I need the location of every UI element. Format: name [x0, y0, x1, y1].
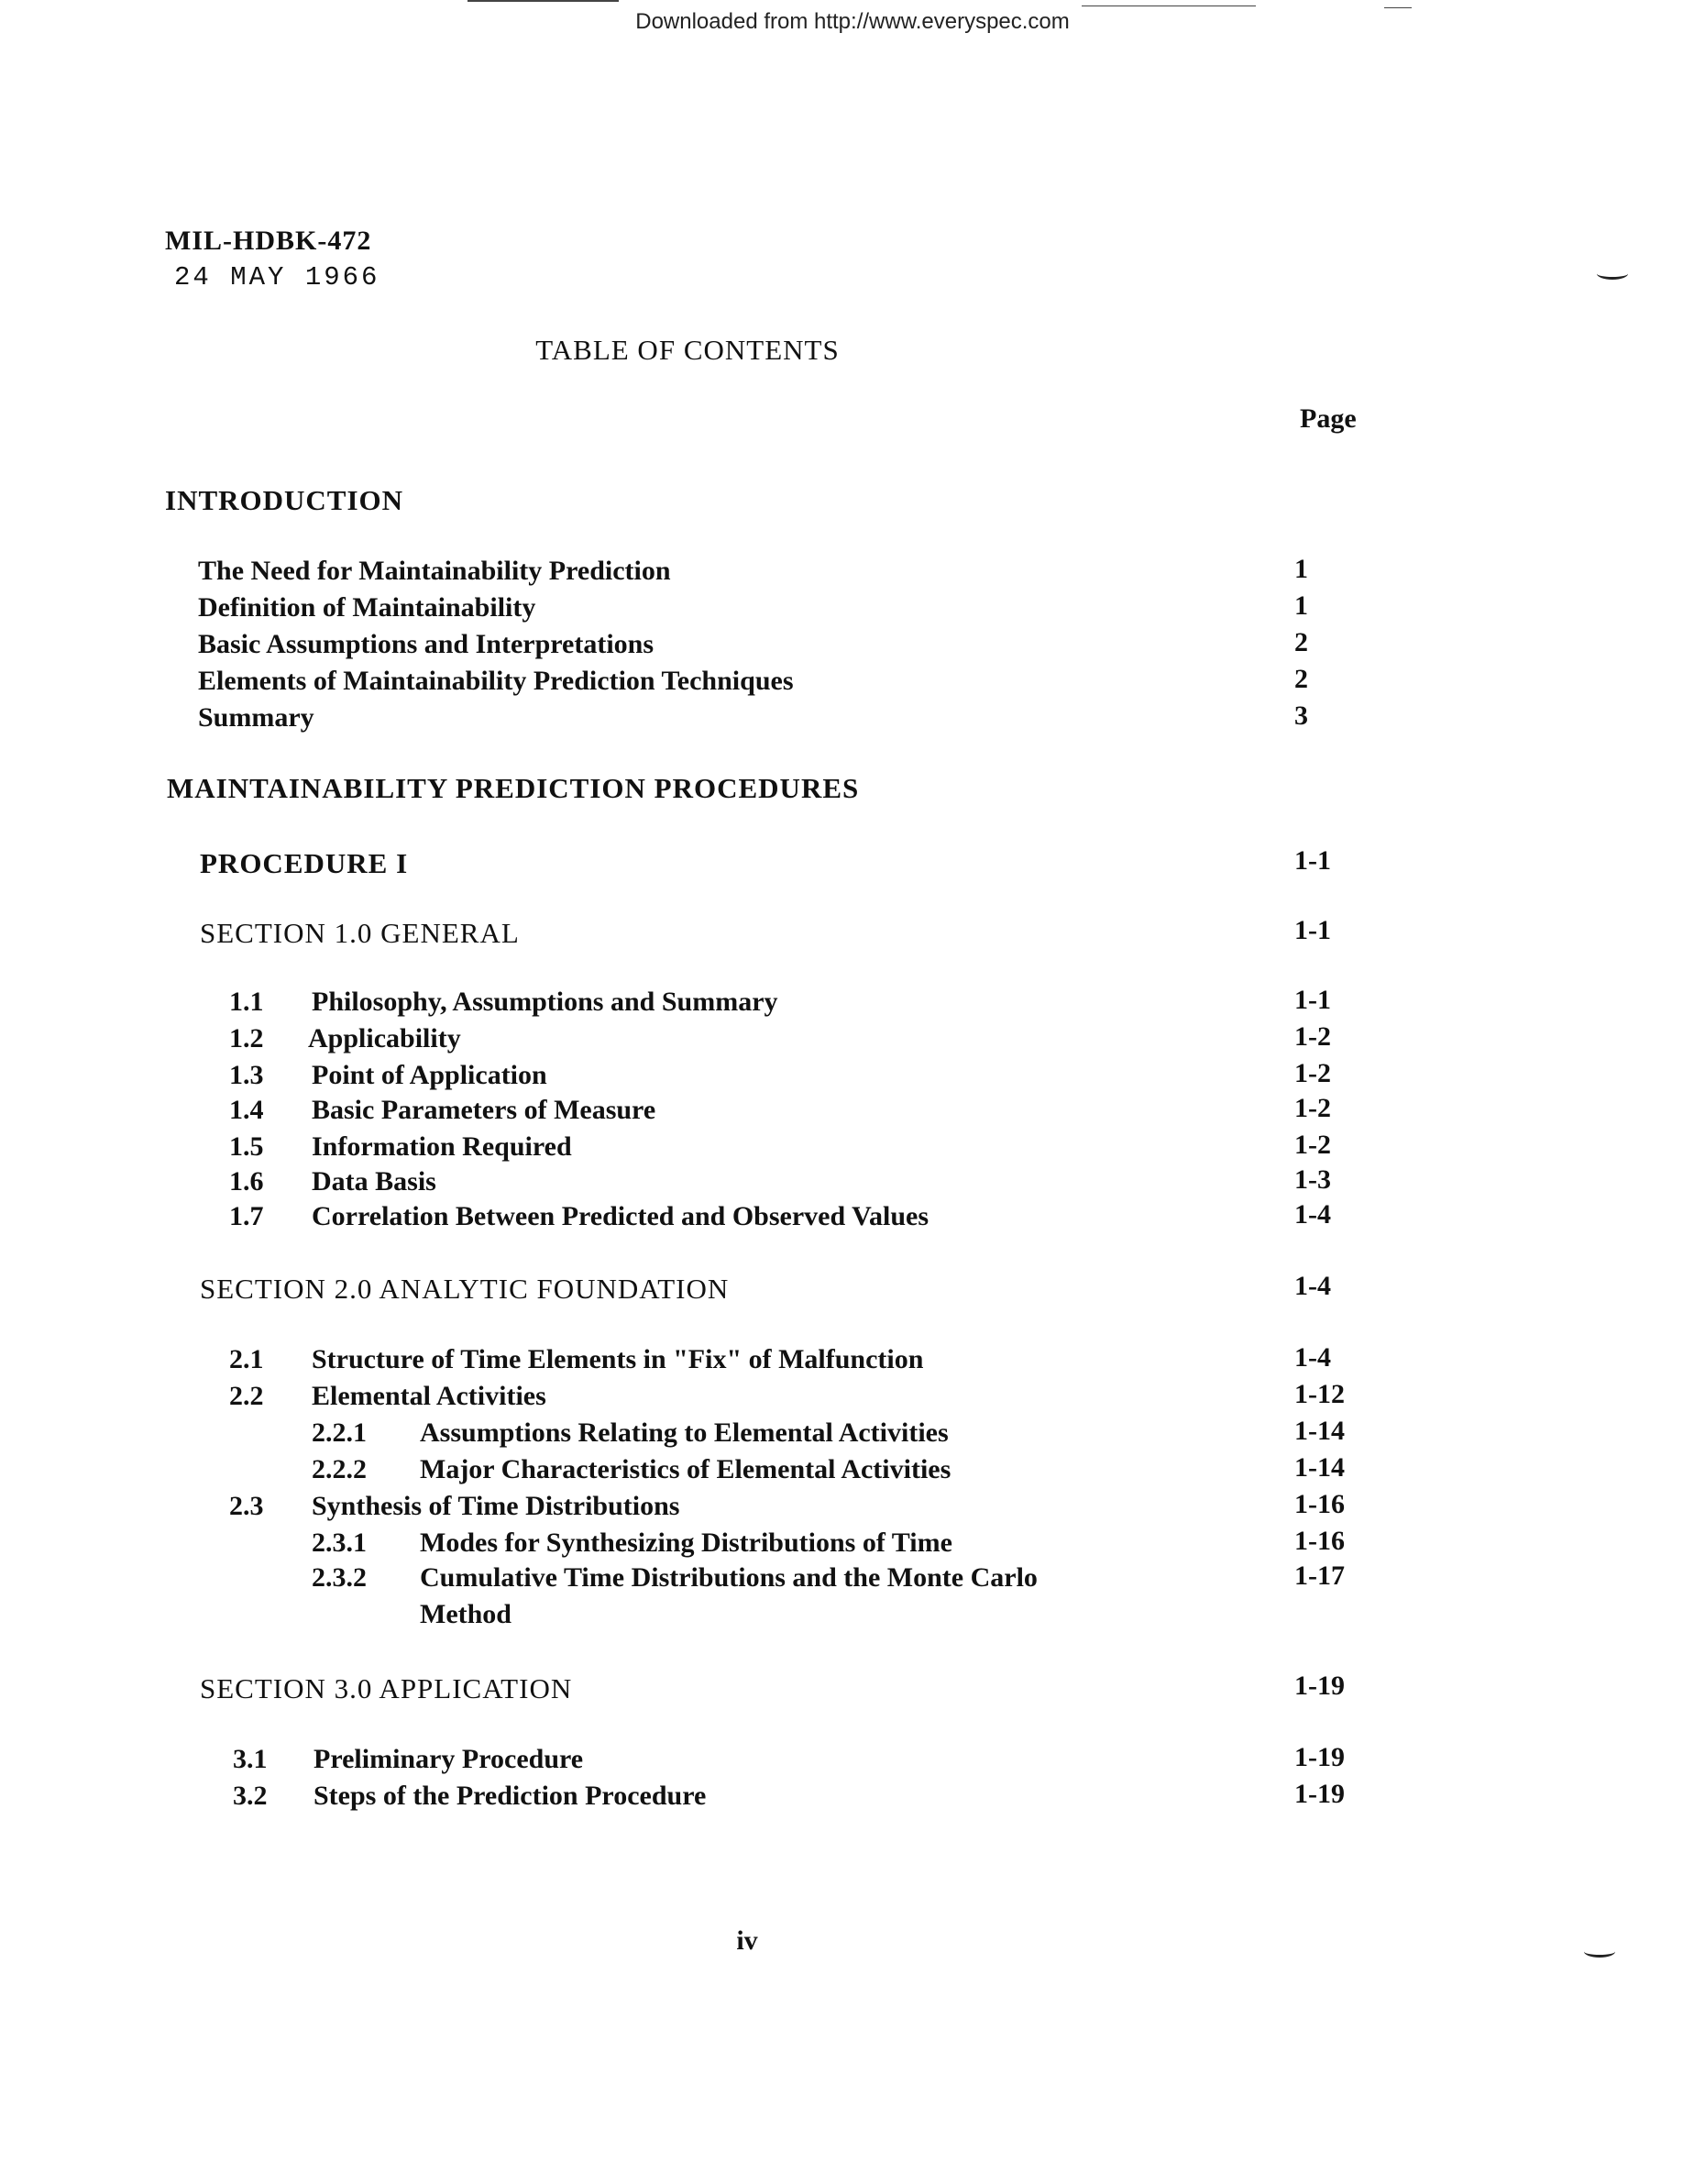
toc-entry-page: 2: [1294, 664, 1308, 694]
toc-entry-page: 1-16: [1294, 1489, 1345, 1519]
toc-entry-page: 2: [1294, 627, 1308, 657]
toc-entry-page: 1-14: [1294, 1416, 1345, 1446]
toc-entry-page: 1-3: [1294, 1164, 1331, 1195]
toc-entry-number: 2.3: [229, 1491, 264, 1521]
toc-entry-number: 1.5: [229, 1131, 264, 1162]
toc-entry-number: 1.7: [229, 1201, 264, 1231]
toc-entry-page: 1: [1294, 590, 1308, 621]
section-1-page: 1-1: [1294, 915, 1331, 945]
toc-entry-title: Philosophy, Assumptions and Summary: [312, 987, 778, 1017]
document-date: 24 MAY 1966: [174, 262, 380, 292]
document-id: MIL-HDBK-472: [165, 226, 372, 256]
section-2-title: SECTION 2.0 ANALYTIC FOUNDATION: [200, 1273, 730, 1305]
toc-entry-page: 1-16: [1294, 1526, 1345, 1556]
toc-entry-title: Elemental Activities: [312, 1381, 546, 1411]
toc-entry-page: 1-2: [1294, 1093, 1331, 1123]
toc-entry-title: Cumulative Time Distributions and the Monte Carlo: [420, 1562, 1038, 1593]
toc-entry-title: Modes for Synthesizing Distributions of Time: [420, 1528, 952, 1558]
toc-entry-title: Steps of the Prediction Procedure: [314, 1781, 707, 1811]
toc-entry-title: Correlation Between Predicted and Observed Values: [312, 1201, 930, 1231]
toc-entry-title: Structure of Time Elements in "Fix" of Malfunction: [312, 1344, 924, 1374]
toc-entry-title: Assumptions Relating to Elemental Activities: [420, 1417, 949, 1448]
scan-artifact-line: [1384, 7, 1412, 8]
toc-entry-title: Major Characteristics of Elemental Activities: [420, 1454, 952, 1484]
scan-artifact-line: [468, 0, 619, 2]
toc-entry-title: Point of Application: [312, 1060, 547, 1090]
toc-entry-title: Elements of Maintainability Prediction Techniques: [198, 666, 794, 696]
toc-entry-title-continued: Method: [420, 1599, 512, 1629]
toc-entry-page: 1-1: [1294, 985, 1331, 1015]
download-notice: Downloaded from http://www.everyspec.com: [635, 9, 1070, 34]
page-title: TABLE OF CONTENTS: [535, 334, 840, 366]
toc-entry-page: 1-4: [1294, 1199, 1331, 1230]
toc-entry-page: 1-4: [1294, 1342, 1331, 1373]
toc-entry-page: 1-14: [1294, 1452, 1345, 1483]
toc-entry-page: 1: [1294, 554, 1308, 584]
section-2-page: 1-4: [1294, 1271, 1331, 1301]
toc-entry-number: 2.3.1: [312, 1528, 367, 1558]
toc-entry-page: 1-19: [1294, 1742, 1345, 1772]
procedure-page: 1-1: [1294, 845, 1331, 876]
toc-entry-page: 1-17: [1294, 1561, 1345, 1591]
toc-entry-page: 1-12: [1294, 1379, 1345, 1409]
toc-entry-title: Summary: [198, 702, 314, 733]
toc-entry-title: Preliminary Procedure: [314, 1744, 584, 1774]
toc-entry-number: 1.2: [229, 1023, 264, 1053]
toc-entry-number: 1.1: [229, 987, 264, 1017]
toc-entry-number: 1.6: [229, 1166, 264, 1197]
toc-entry-title: Applicability: [308, 1023, 461, 1053]
toc-entry-title: The Need for Maintainability Prediction: [198, 556, 671, 586]
toc-entry-number: 2.3.2: [312, 1562, 367, 1593]
toc-entry-number: 2.1: [229, 1344, 264, 1374]
section-3-page: 1-19: [1294, 1671, 1345, 1701]
page-number: iv: [736, 1925, 758, 1956]
page-column-label: Page: [1300, 403, 1357, 434]
toc-entry-title: Information Required: [312, 1131, 572, 1162]
toc-entry-page: 1-19: [1294, 1779, 1345, 1809]
toc-entry-number: 2.2.1: [312, 1417, 367, 1448]
section-1-title: SECTION 1.0 GENERAL: [200, 917, 520, 949]
toc-entry-page: 3: [1294, 700, 1308, 731]
toc-entry-number: 3.1: [233, 1744, 268, 1774]
procedures-heading: MAINTAINABILITY PREDICTION PROCEDURES: [167, 772, 860, 804]
toc-entry-page: 1-2: [1294, 1058, 1331, 1088]
toc-entry-title: Basic Parameters of Measure: [312, 1095, 656, 1125]
toc-entry-title: Definition of Maintainability: [198, 592, 536, 623]
procedure-title: PROCEDURE I: [200, 847, 409, 879]
toc-entry-title: Synthesis of Time Distributions: [312, 1491, 680, 1521]
toc-entry-number: 2.2: [229, 1381, 264, 1411]
scan-artifact-mark: [1584, 1946, 1615, 1958]
toc-entry-title: Basic Assumptions and Interpretations: [198, 629, 654, 659]
section-3-title: SECTION 3.0 APPLICATION: [200, 1672, 573, 1704]
toc-entry-number: 1.4: [229, 1095, 264, 1125]
toc-entry-number: 2.2.2: [312, 1454, 367, 1484]
toc-entry-number: 3.2: [233, 1781, 268, 1811]
scan-artifact-mark: [1597, 268, 1628, 280]
toc-entry-title: Data Basis: [312, 1166, 436, 1197]
toc-entry-page: 1-2: [1294, 1021, 1331, 1052]
introduction-heading: INTRODUCTION: [165, 484, 404, 516]
toc-entry-number: 1.3: [229, 1060, 264, 1090]
toc-entry-page: 1-2: [1294, 1130, 1331, 1160]
